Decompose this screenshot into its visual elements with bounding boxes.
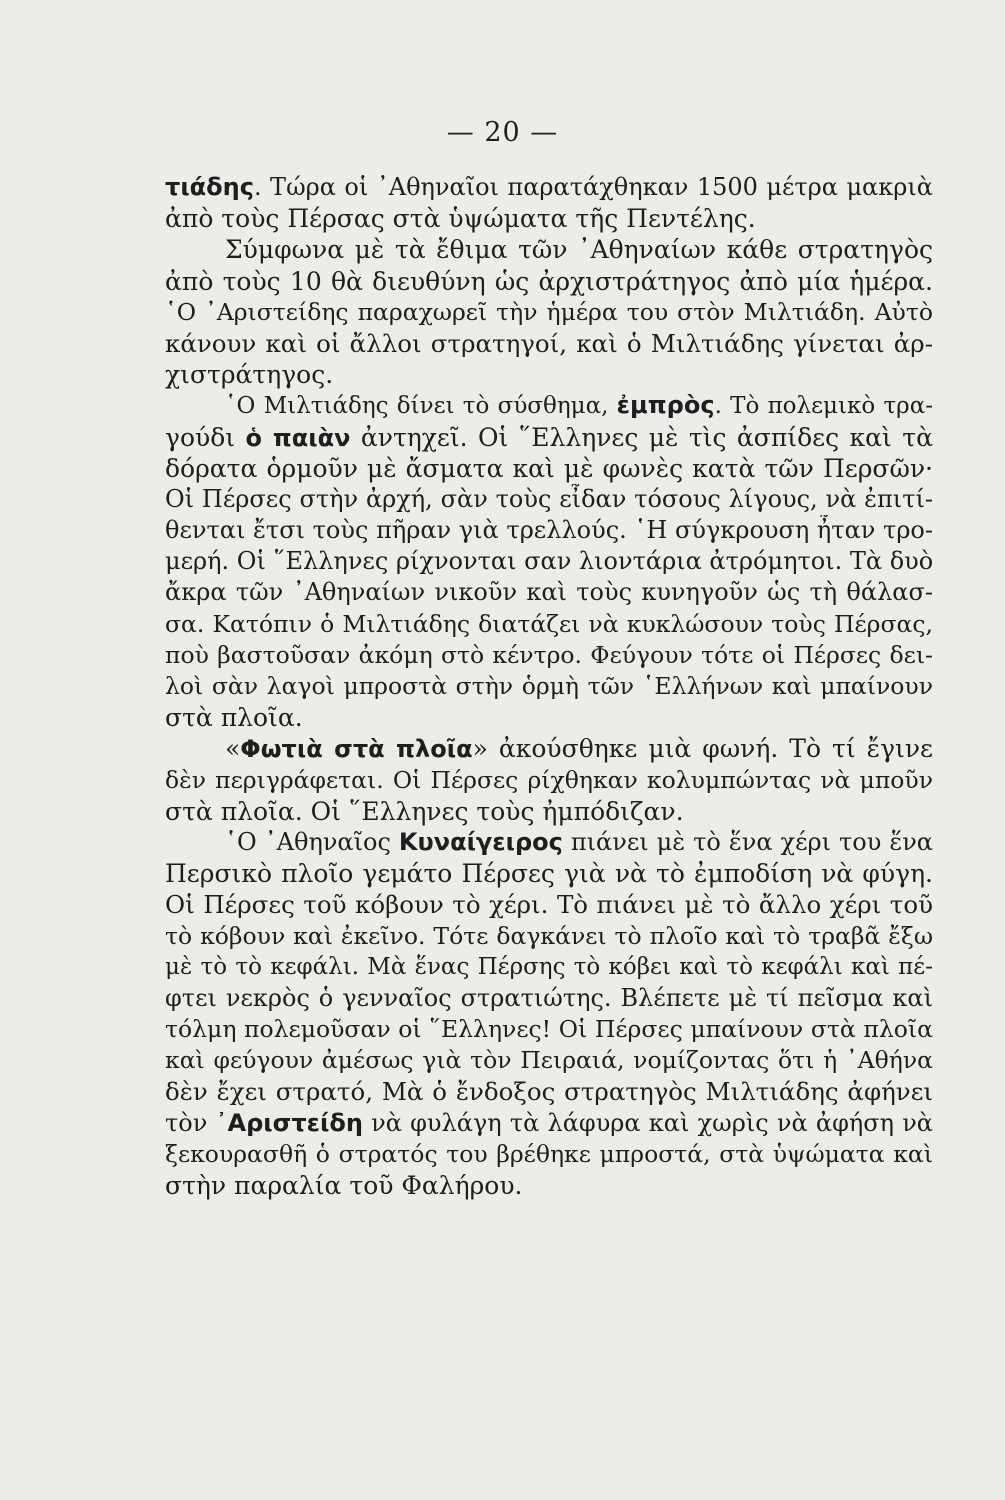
text-line (165, 1045, 933, 1076)
text-run: λοὶ σὰν λαγοὶ μπροστὰ στὴν ὁρμὴ τῶν ῾Ελλήνων καὶ μπαίνουν (165, 672, 933, 700)
text-line (165, 1139, 933, 1170)
text-run: Οἱ Πέρσες τοῦ κόβουν τὸ χέρι. Τὸ πιάνει μὲ τὸ ἄλλο χέρι τοῦ (165, 890, 933, 920)
text-line (165, 359, 933, 390)
text-line (165, 266, 933, 297)
text-line (165, 858, 933, 889)
text-line (165, 671, 933, 702)
text-line (165, 515, 933, 546)
bold-term: ἐμπρὸς (616, 391, 715, 420)
text-run: Οἱ Πέρσες στὴν ἀρχή, σὰν τοὺς εἶδαν τόσους λίγους, νὰ ἐπιτί- (165, 484, 933, 513)
text-line (165, 640, 933, 671)
text-run: Περσικὸ πλοῖο γεμάτο Πέρσες γιὰ νὰ τὸ ἐμποδίση νὰ φύγη. (165, 859, 933, 889)
text-line (165, 796, 933, 827)
text-run: τὸ κόβουν καὶ ἐκεῖνο. Τότε δαγκάνει τὸ πλοῖο καὶ τὸ τραβᾶ ἔξω (165, 921, 933, 950)
text-run: ἄκρα τῶν ᾿Αθηναίων νικοῦν καὶ τοὺς κυνηγοῦν ὡς τὴ θάλασ- (165, 578, 933, 607)
text-run: στὰ πλοῖα. Οἱ ῞Ελληνες τοὺς ἠμπόδιζαν. (165, 796, 684, 826)
text-line (165, 328, 933, 359)
text-line (165, 827, 933, 858)
text-line (165, 702, 933, 733)
text-run: δὲν ἔχει στρατό, Μὰ ὁ ἔνδοξος στρατηγὸς Μιλτιάδης ἀφήνει (165, 1077, 933, 1107)
text-line (165, 952, 933, 983)
bold-term: ᾿Αριστείδη (215, 1108, 363, 1137)
bold-term: Φωτιὰ στὰ πλοῖα (240, 735, 473, 764)
text-run: » ἀκούσθηκε μιὰ φωνή. Τὸ τί ἔγινε (472, 734, 933, 764)
text-run: ποὺ βαστοῦσαν ἀκόμη στὸ κέντρο. Φεύγουν τότε οἱ Πέρσες δει- (165, 640, 933, 669)
text-run: τὸν (165, 1108, 216, 1137)
text-run: ἀπὸ τοὺς 10 θὰ διευθύνη ὡς ἀρχιστράτηγος ἀπὸ μία ἡμέρα. (165, 266, 933, 296)
text-line (165, 889, 933, 920)
text-line (165, 1076, 933, 1107)
bold-term: τιάδης (165, 173, 254, 201)
page-number: — 20 — (446, 117, 559, 148)
text-line (165, 422, 933, 453)
text-run: δὲν περιγράφεται. Οἱ Πέρσες ρίχθηκαν κολυμπώντας νὰ μποῦν (165, 765, 933, 794)
text-run: καὶ φεύγουν ἀμέσως γιὰ τὸν Πειραιά, νομίζοντας ὅτι ἡ ᾿Αθήνα (165, 1046, 933, 1075)
text-line (165, 484, 933, 515)
text-run: στὴν παραλία τοῦ Φαλήρου. (165, 1171, 523, 1200)
text-run: . Τὸ πολεμικὸ τρα- (714, 393, 933, 420)
text-run: δόρατα ὁρμοῦν μὲ ἄσματα καὶ μὲ φωνὲς κατὰ τῶν Περσῶν· (165, 453, 933, 483)
text-run: ῾Ο ᾿Αριστείδης παραχωρεῖ τὴν ἡμέρα του στὸν Μιλτιάδη. Αὐτὸ (165, 297, 933, 326)
text-run: χιστράτηγος. (165, 360, 334, 390)
text-run: « (225, 734, 241, 764)
text-run: τόλμη πολεμοῦσαν οἱ ῞Ελληνες! Οἱ Πέρσες μπαίνουν στὰ πλοῖα (165, 1015, 933, 1044)
text-run: μερή. Οἱ ῞Ελληνες ρίχνονται σαν λιοντάρια ἀτρόμητοι. Τὰ δυὸ (165, 547, 933, 576)
text-run: ῾Ο Μιλτιάδης δίνει τὸ σύσθημα, (225, 393, 617, 420)
text-line (165, 609, 933, 640)
text-run: Σύμφωνα μὲ τὰ ἔθιμα τῶν ᾿Αθηναίων κάθε στρατηγὸς (225, 235, 933, 265)
text-run: σα. Κατόπιν ὁ Μιλτιάδης διατάζει νὰ κυκλώσουν τοὺς Πέρσας, (165, 609, 933, 638)
text-run: φτει νεκρὸς ὁ γενναῖος στρατιώτης. Βλέπετε μὲ τί πεῖσμα καὶ (165, 983, 933, 1012)
text-line (165, 390, 933, 421)
text-run: πιάνει μὲ τὸ ἕνα χέρι του ἕνα (562, 827, 933, 856)
text-line (165, 172, 933, 203)
text-run: ἀντηχεῖ. Οἱ ῞Ελληνες μὲ τὶς ἀσπίδες καὶ τὰ (350, 422, 933, 452)
bold-term: Κυναίγειρος (398, 827, 563, 856)
text-run: κάνουν καὶ οἱ ἄλλοι στρατηγοί, καὶ ὁ Μιλτιάδης γίνεται ἀρ- (165, 328, 933, 358)
body-text (165, 172, 933, 1201)
text-line (165, 577, 933, 608)
text-line (165, 297, 933, 328)
text-run: θενται ἔτσι τοὺς πῆραν γιὰ τρελλούς. ῾Η σύγκρουση ἦταν τρο- (165, 516, 933, 545)
text-line (165, 1014, 933, 1045)
text-line (165, 1108, 933, 1139)
text-line (165, 1170, 933, 1201)
text-run: ξεκουρασθῆ ὁ στρατός του βρέθηκε μπροστά, στὰ ὑψώματα καὶ (165, 1139, 933, 1168)
text-line (165, 921, 933, 952)
text-run: ἀπὸ τοὺς Πέρσας στὰ ὑψώματα τῆς Πεντέλης. (165, 204, 756, 234)
text-line (165, 546, 933, 577)
text-run: νὰ φυλάγη τὰ λάφυρα καὶ χωρὶς νὰ ἀφήση νὰ (362, 1108, 933, 1137)
text-run: στὰ πλοῖα. (165, 703, 303, 733)
text-line (165, 765, 933, 796)
text-run: ῾Ο ᾿Αθηναῖος (225, 827, 399, 856)
text-line (165, 234, 933, 265)
text-run: γούδι (165, 422, 246, 452)
bold-term: ὁ παιὰν (245, 423, 351, 452)
text-line (165, 203, 933, 234)
text-line (165, 453, 933, 484)
text-line (165, 733, 933, 764)
text-line (165, 983, 933, 1014)
text-run: μὲ τὸ τὸ κεφάλι. Μὰ ἕνας Πέρσης τὸ κόβει καὶ τὸ κεφάλι καὶ πέ- (165, 953, 933, 980)
text-run: . Τώρα οἱ ᾿Αθηναῖοι παρατάχθηκαν 1500 μέτρα μακριὰ (253, 173, 933, 201)
